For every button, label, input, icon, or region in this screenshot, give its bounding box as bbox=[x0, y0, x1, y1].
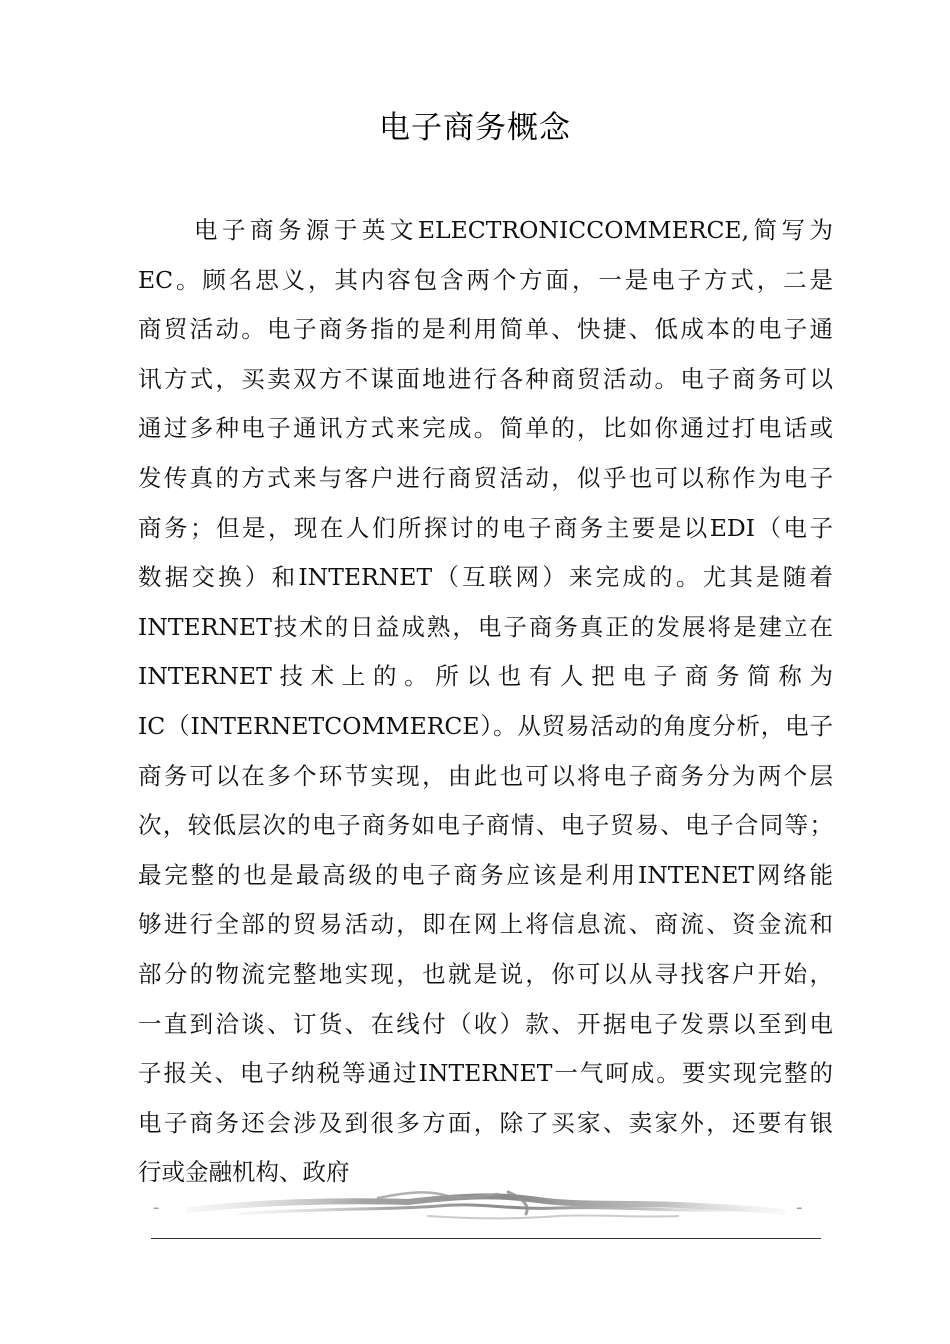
footer-rule bbox=[151, 1238, 821, 1239]
paragraph-line: 商务可以在多个环节实现，由此也可以将电子商务分为两个层 bbox=[138, 761, 833, 790]
paragraph-line: 商贸活动。电子商务指的是利用简单、快捷、低成本的电子通 bbox=[138, 315, 833, 344]
paragraph-line: 数据交换）和INTERNET（互联网）来完成的。尤其是随着 bbox=[138, 563, 833, 592]
paragraph-line: EC。顾名思义，其内容包含两个方面，一是电子方式，二是 bbox=[138, 265, 833, 294]
paragraph-line: 部分的物流完整地实现，也就是说，你可以从寻找客户开始， bbox=[138, 959, 833, 988]
page-title: 电子商务概念 bbox=[379, 110, 571, 146]
paragraph-line: 够进行全部的贸易活动，即在网上将信息流、商流、资金流和 bbox=[138, 910, 833, 939]
footer-ornament bbox=[178, 1188, 788, 1228]
paragraph-line: 次，较低层次的电子商务如电子商情、电子贸易、电子合同等； bbox=[138, 811, 833, 840]
footer-left-mark: - bbox=[153, 1197, 160, 1218]
paragraph-line: 行或金融机构、政府 bbox=[138, 1158, 350, 1187]
paragraph-line: 讯方式，买卖双方不谋面地进行各种商贸活动。电子商务可以 bbox=[138, 364, 833, 393]
body-paragraph bbox=[138, 206, 833, 1198]
footer-right-mark: - bbox=[796, 1197, 803, 1218]
paragraph-line: 商务；但是，现在人们所探讨的电子商务主要是以EDI（电子 bbox=[138, 513, 833, 542]
paragraph-line: 最完整的也是最高级的电子商务应该是利用INTENET网络能 bbox=[138, 860, 833, 889]
paragraph-line: 电子商务还会涉及到很多方面，除了买家、卖家外，还要有银 bbox=[138, 1108, 833, 1137]
paragraph-line: 子报关、电子纳税等通过INTERNET一气呵成。要实现完整的 bbox=[138, 1059, 833, 1088]
paragraph-line: 通过多种电子通讯方式来完成。简单的，比如你通过打电话或 bbox=[138, 414, 833, 443]
paragraph-line: IC（INTERNETCOMMERCE）。从贸易活动的角度分析，电子 bbox=[138, 711, 833, 740]
paragraph-line: 发传真的方式来与客户进行商贸活动，似乎也可以称作为电子 bbox=[138, 463, 833, 492]
paragraph-line: INTERNET技术上的。所以也有人把电子商务简称为 bbox=[138, 662, 833, 691]
paragraph-line: INTERNET技术的日益成熟，电子商务真正的发展将是建立在 bbox=[138, 612, 833, 641]
paragraph-line: 一直到洽谈、订货、在线付（收）款、开据电子发票以至到电 bbox=[138, 1009, 833, 1038]
paragraph-line: 电子商务源于英文ELECTRONICCOMMERCE,简写为 bbox=[194, 216, 833, 244]
